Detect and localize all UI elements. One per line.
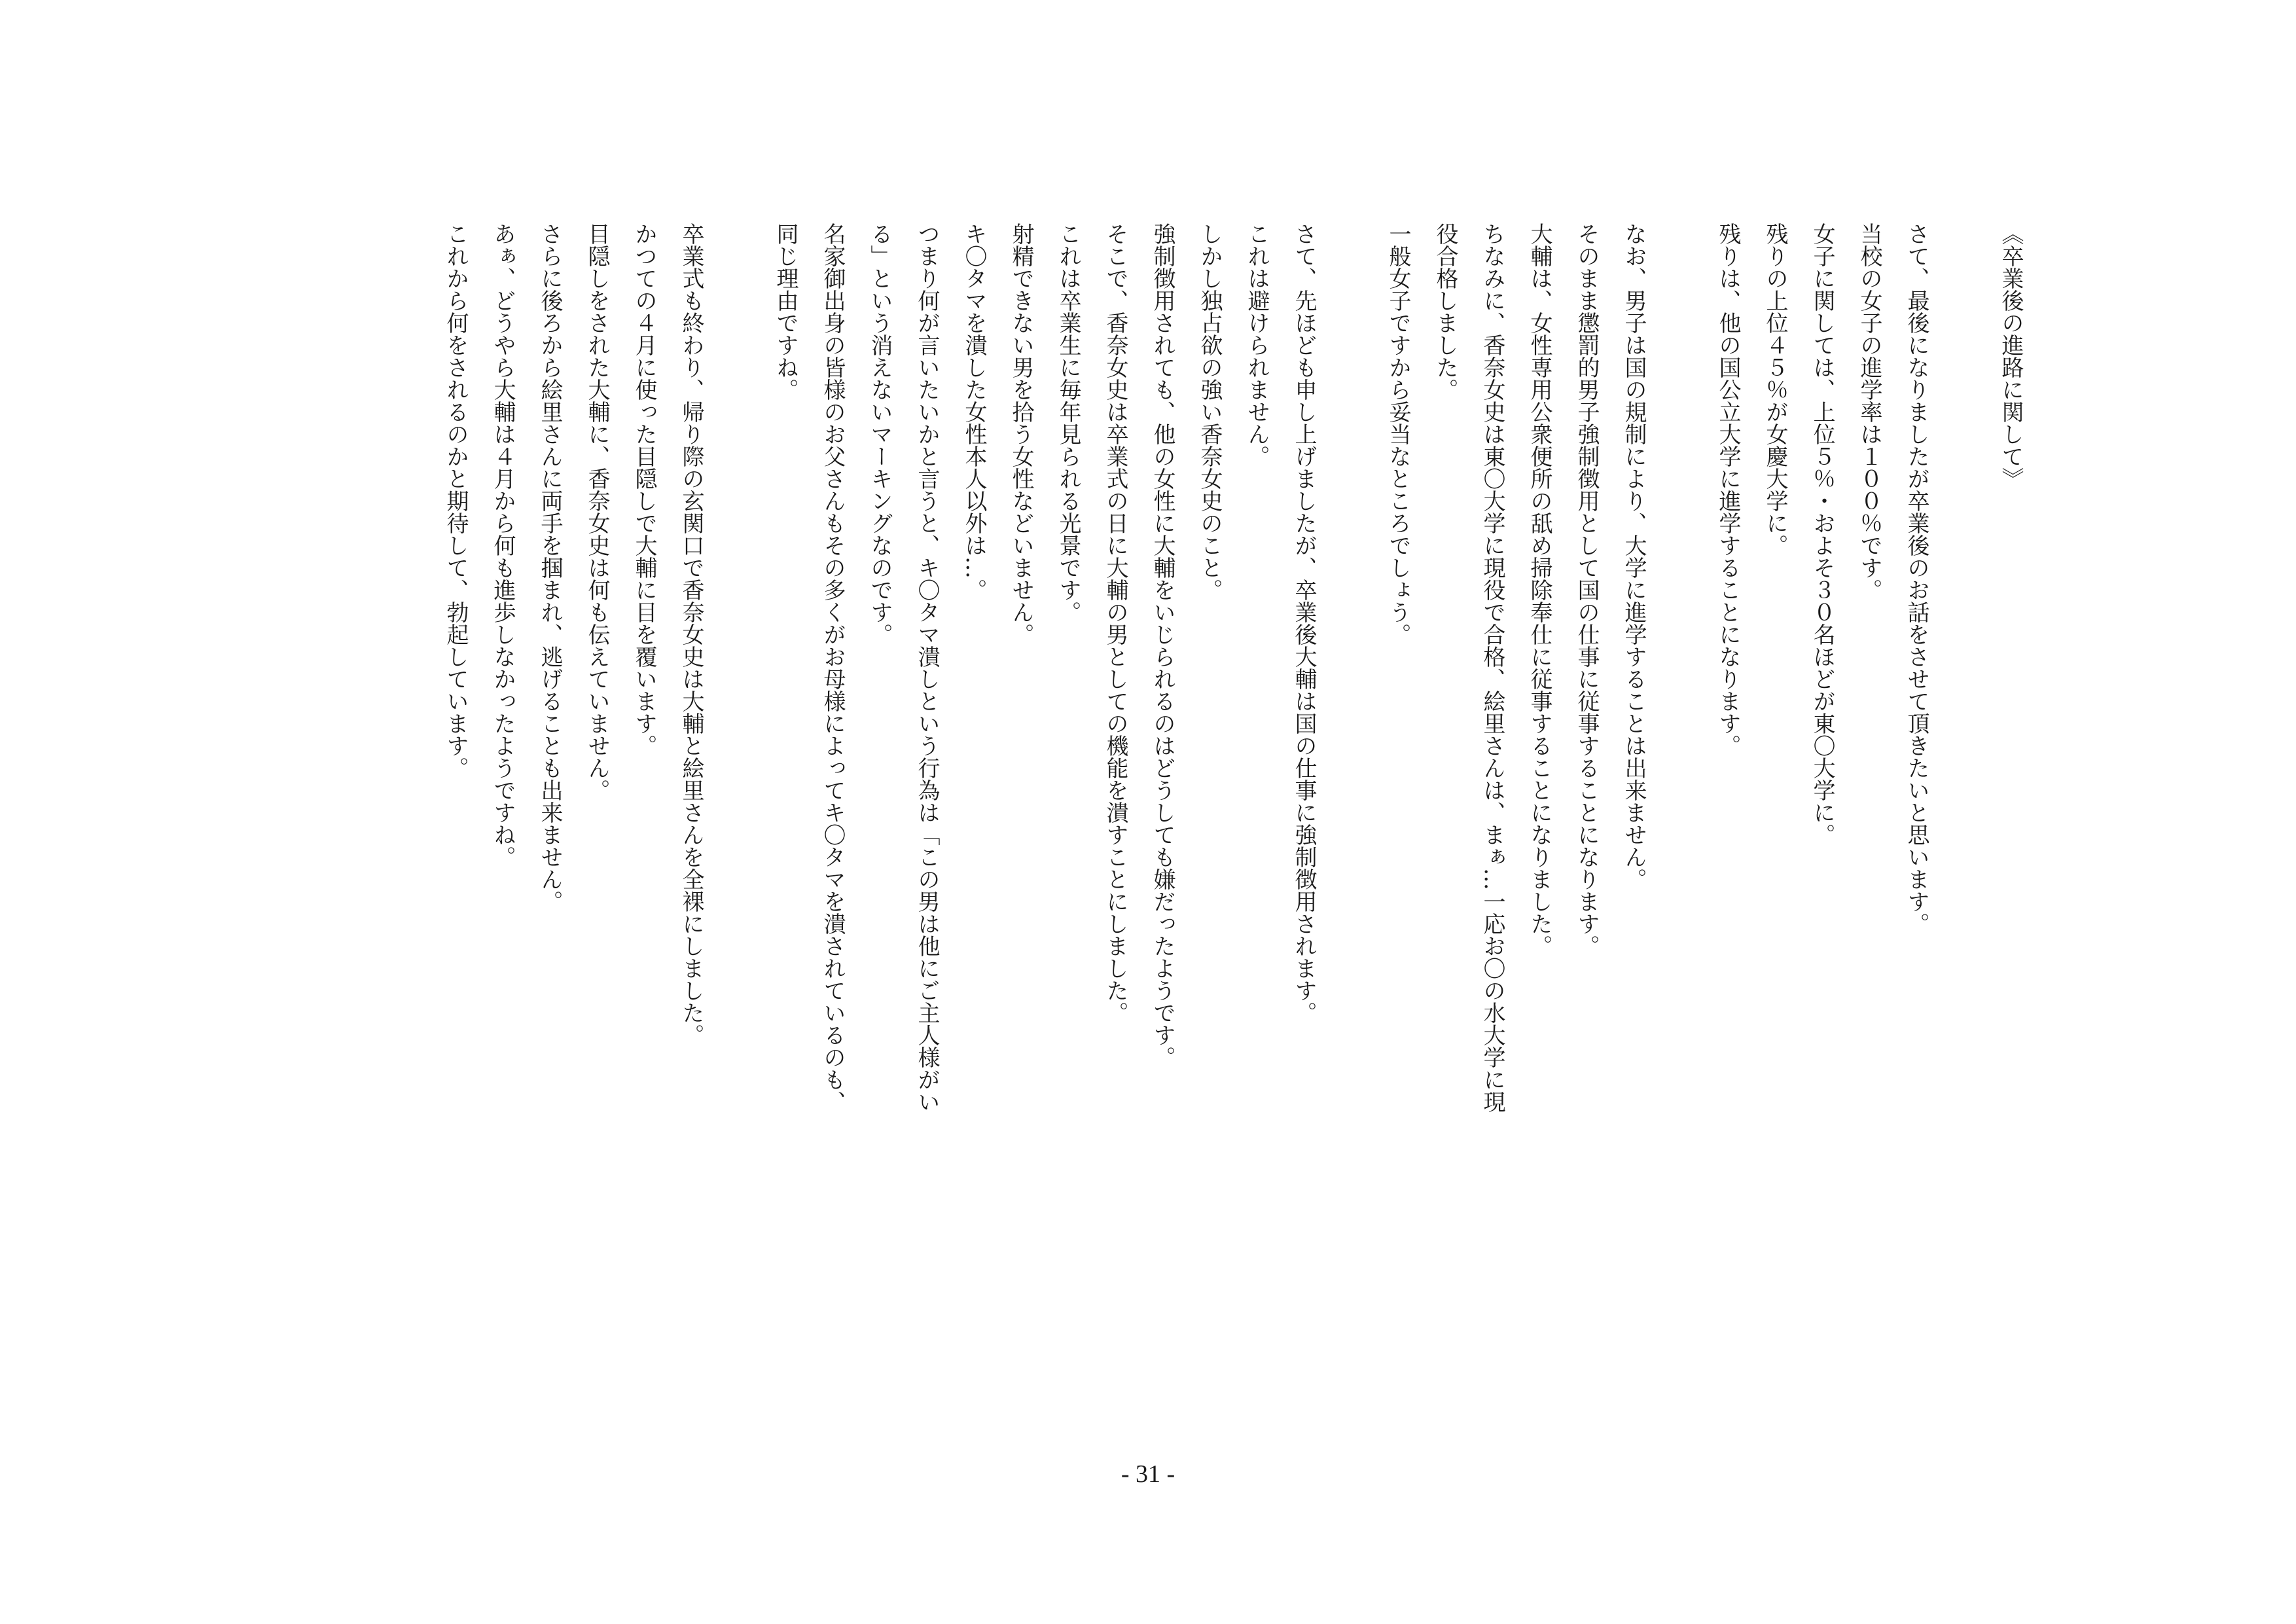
- text-line: 残りの上位４５％が女慶大学に。: [1762, 223, 1788, 556]
- paragraph-gap: [1327, 223, 1374, 1466]
- text-line: 女子に関しては、上位５％・およそ３０名ほどが東〇大学に。: [1809, 223, 1835, 846]
- paragraph-graduation-day: [762, 223, 1327, 1466]
- text-line: 大輔は、女性専用公衆便所の舐め掃除奉仕に従事することになりました。: [1526, 223, 1552, 957]
- page-number: - 31 -: [1121, 1460, 1175, 1488]
- text-line: さて、最後になりましたが卒業後のお話をさせて頂きたいと思います。: [1903, 223, 1929, 935]
- text-line: さて、先ほども申し上げましたが、卒業後大輔は国の仕事に強制徴用されます。: [1291, 223, 1317, 1024]
- text-line: さらに後ろから絵里さんに両手を掴まれ、逃げることも出来ません。: [537, 223, 563, 912]
- text-line: そのまま懲罰的男子強制徴用として国の仕事に従事することになります。: [1573, 223, 1600, 957]
- text-line: つまり何が言いたいかと言うと、キ〇タマ潰しという行為は「この男は他にご主人様がい: [914, 223, 940, 1113]
- text-line: 一般女子ですから妥当なところでしょう。: [1385, 223, 1411, 645]
- section-heading: 《卒業後の進路に関して》: [1998, 223, 2024, 490]
- paragraph-male-students: [1374, 223, 1657, 1466]
- text-line: キ〇タマを潰した女性本人以外は…。: [961, 223, 987, 601]
- text-line: 卒業式も終わり、帰り際の玄関口で香奈女史は大輔と絵里さんを全裸にしました。: [678, 223, 704, 1046]
- paragraph-gap: [1657, 223, 1704, 1466]
- text-line: ちなみに、香奈女史は東〇大学に現役で合格、絵里さんは、まぁ…一応お〇の水大学に現: [1479, 223, 1505, 1113]
- paragraph-progression: [1704, 223, 1940, 1466]
- text-line: そこで、香奈女史は卒業式の日に大輔の男としての機能を潰すことにしました。: [1102, 223, 1128, 1024]
- vertical-body-text: [300, 223, 2034, 1466]
- text-line: 名家御出身の皆様のお父さんもその多くがお母様によってキ〇タマを潰されているのも、: [819, 223, 846, 1113]
- text-line: 強制徴用されても、他の女性に大輔をいじられるのはどうしても嫌だったようです。: [1149, 223, 1175, 1068]
- text-line: しかし独占欲の強い香奈女史のこと。: [1196, 223, 1223, 601]
- text-line: かつての４月に使った目隠しで大輔に目を覆います。: [631, 223, 657, 757]
- paragraph-gap: [715, 223, 762, 1466]
- text-line: 同じ理由ですね。: [772, 223, 798, 401]
- text-line: 射精できない男を拾う女性などいません。: [1008, 223, 1034, 645]
- paragraph-gap: [1940, 223, 1987, 1466]
- text-line: これは卒業生に毎年見られる光景です。: [1055, 223, 1081, 623]
- text-line: 目隠しをされた大輔に、香奈女史は何も伝えていません。: [584, 223, 610, 801]
- text-line: 当校の女子の進学率は１００％です。: [1856, 223, 1882, 601]
- text-line: これは避けられません。: [1244, 223, 1270, 467]
- text-line: 役合格しました。: [1432, 223, 1458, 401]
- paragraph-after-ceremony: [432, 223, 715, 1466]
- text-line: なお、男子は国の規制により、大学に進学することは出来ません。: [1621, 223, 1647, 890]
- text-line: あぁ、どうやら大輔は４月から何も進歩しなかったようですね。: [490, 223, 516, 868]
- text-line: る」という消えないマーキングなのです。: [867, 223, 893, 645]
- text-line: これから何をされるのかと期待して、勃起しています。: [442, 223, 469, 779]
- text-line: 残りは、他の国公立大学に進学することになります。: [1715, 223, 1741, 757]
